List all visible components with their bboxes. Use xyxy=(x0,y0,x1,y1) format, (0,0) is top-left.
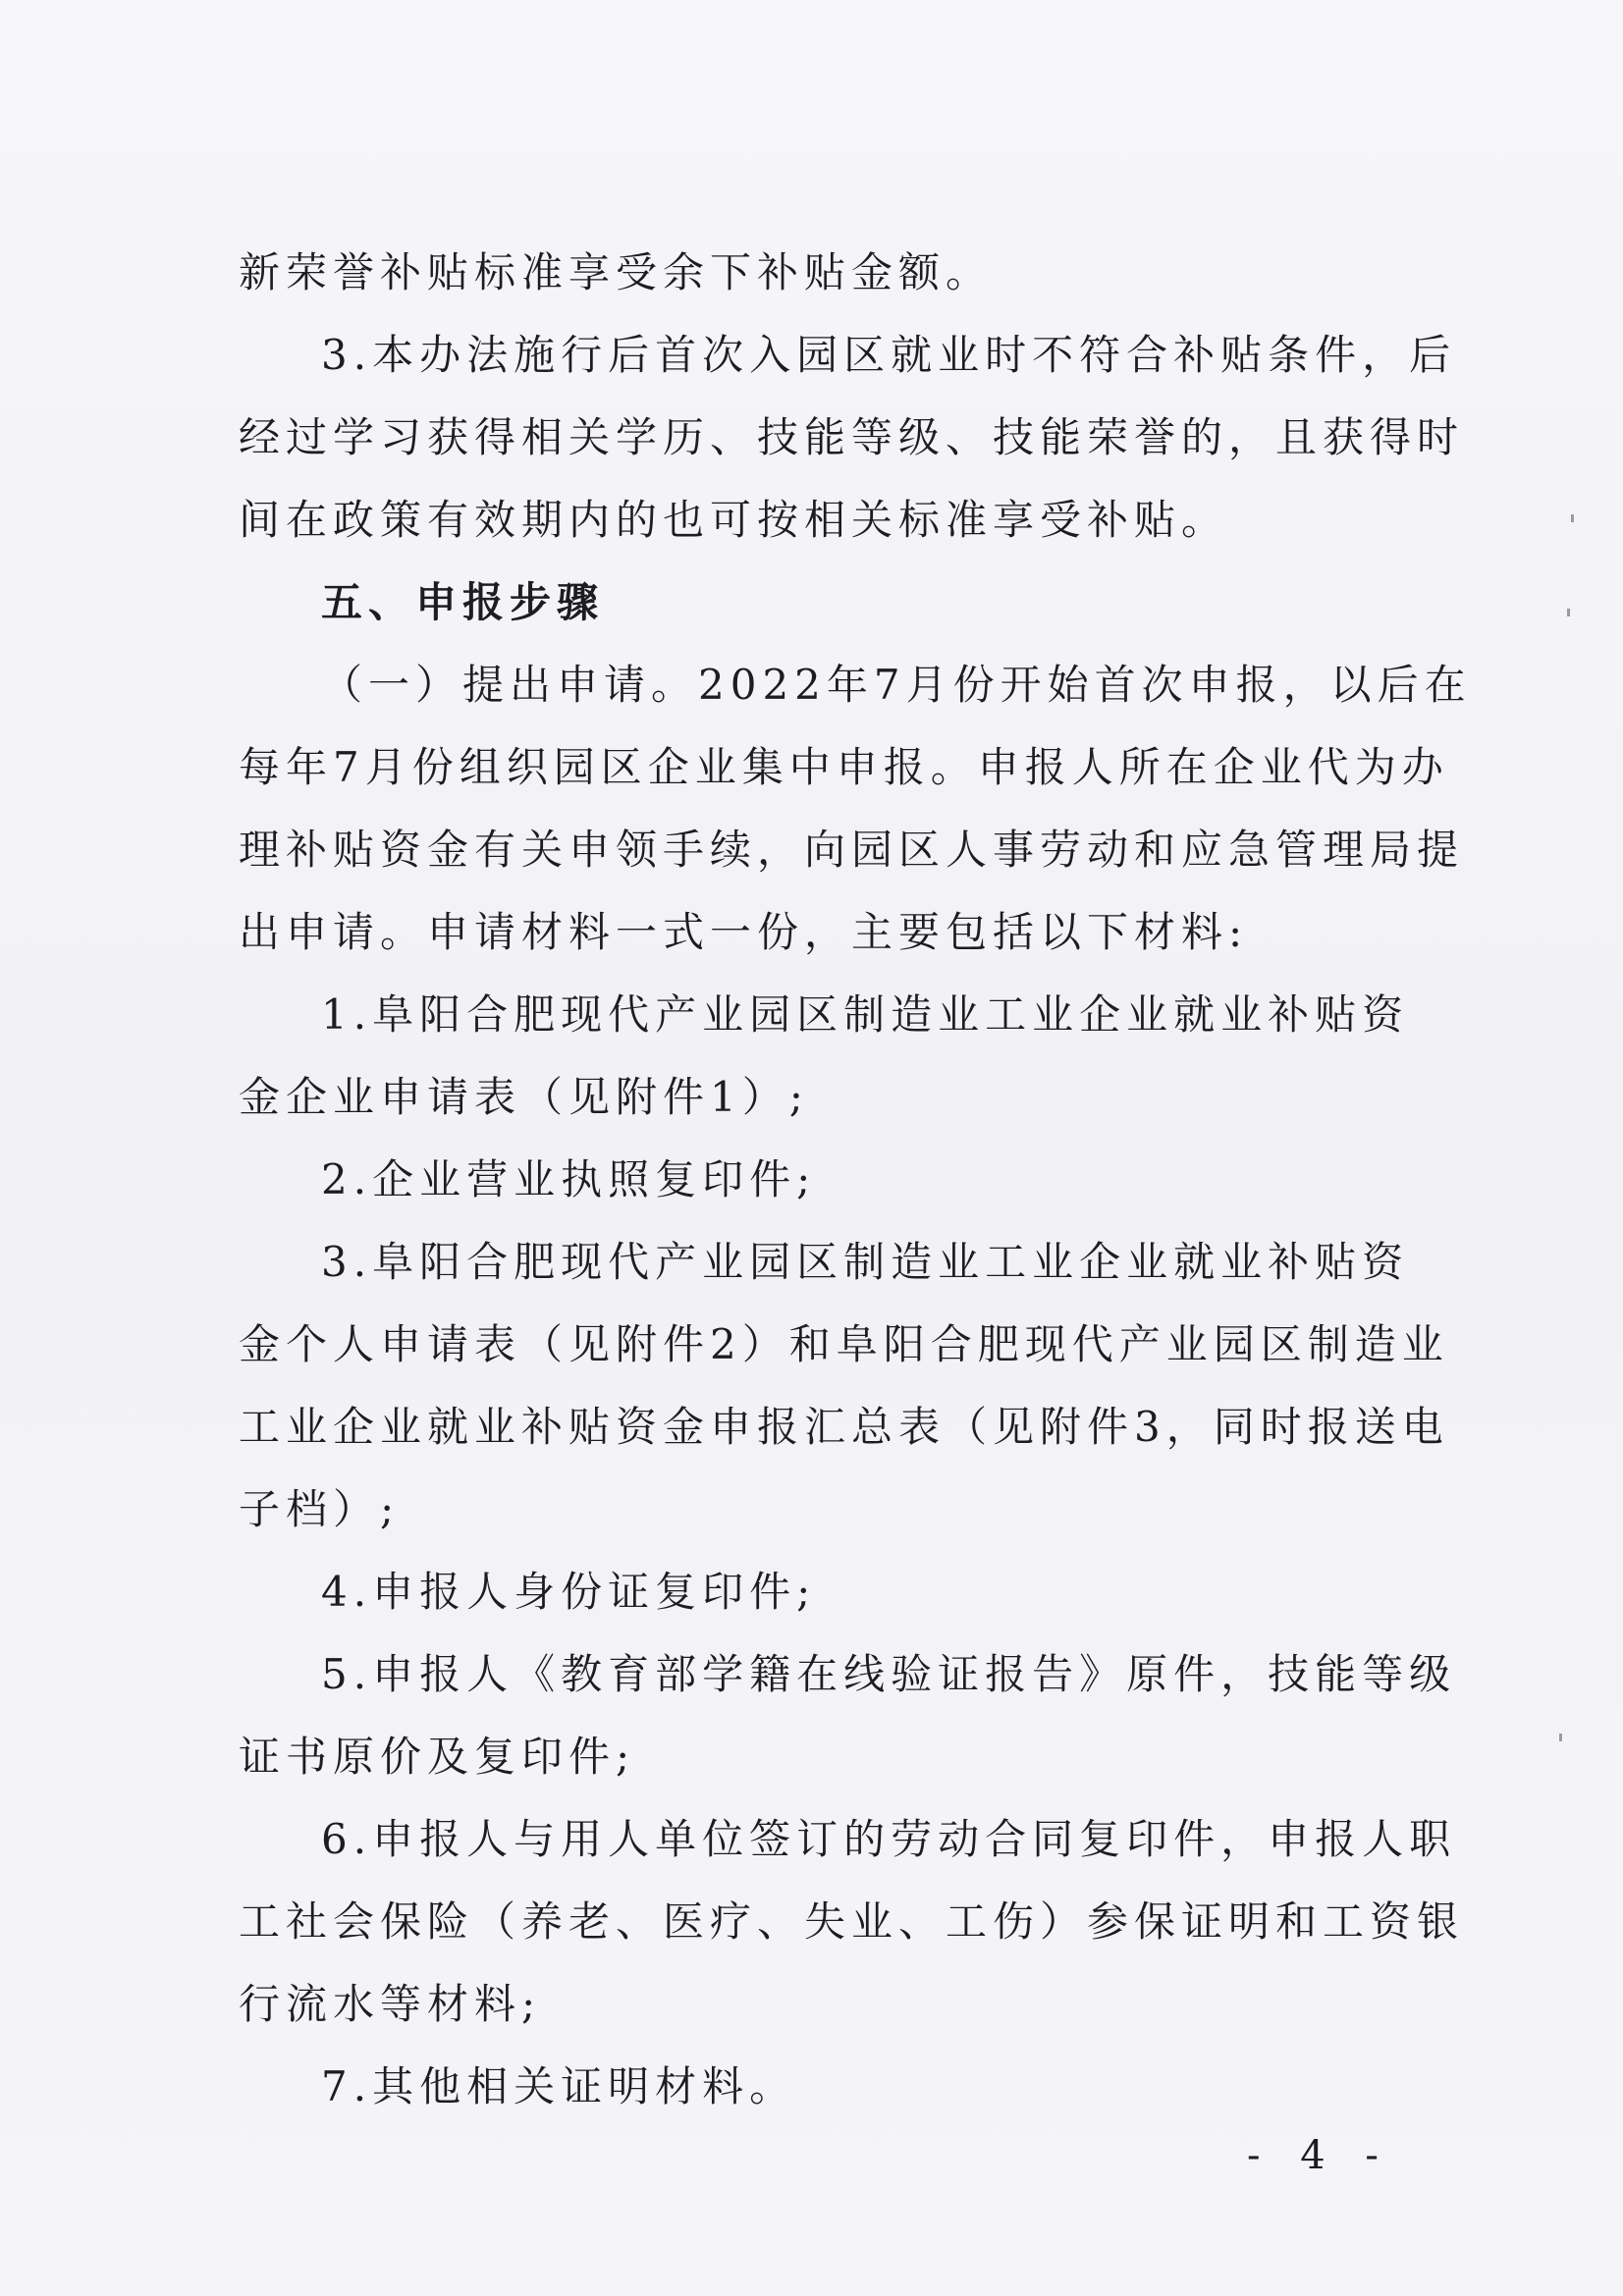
text-line: 金企业申请表（见附件1）; xyxy=(239,1073,809,1121)
text-line: 经过学习获得相关学历、技能等级、技能荣誉的，且获得时 xyxy=(239,413,1465,461)
scan-mark xyxy=(1567,609,1570,616)
text-line: 工社会保险（养老、医疗、失业、工伤）参保证明和工资银 xyxy=(239,1897,1465,1946)
text-line: 子档）; xyxy=(239,1485,401,1533)
text-line: 出申请。申请材料一式一份，主要包括以下材料: xyxy=(239,908,1249,956)
text-line: 工业企业就业补贴资金申报汇总表（见附件3，同时报送电 xyxy=(239,1403,1449,1451)
text-line: 7.其他相关证明材料。 xyxy=(321,2062,797,2110)
text-line: （一）提出申请。2022年7月份开始首次申报，以后在 xyxy=(321,661,1472,709)
text-line: 3.本办法施行后首次入园区就业时不符合补贴条件，后 xyxy=(321,331,1457,379)
text-line: 5.申报人《教育部学籍在线验证报告》原件，技能等级 xyxy=(321,1650,1457,1698)
text-line: 证书原价及复印件; xyxy=(239,1733,636,1781)
page-number: - 4 - xyxy=(1247,2133,1392,2178)
text-line: 间在政策有效期内的也可按相关标准享受补贴。 xyxy=(239,496,1229,544)
scan-mark xyxy=(1571,514,1574,522)
text-line: 行流水等材料; xyxy=(239,1980,542,2028)
text-line: 4.申报人身份证复印件; xyxy=(321,1568,817,1616)
text-line: 新荣誉补贴标准享受余下补贴金额。 xyxy=(239,248,994,296)
text-line: 每年7月份组织园区企业集中申报。申报人所在企业代为办 xyxy=(239,743,1449,791)
text-line: 6.申报人与用人单位签订的劳动合同复印件，申报人职 xyxy=(321,1815,1457,1863)
text-line: 理补贴资金有关申领手续，向园区人事劳动和应急管理局提 xyxy=(239,826,1465,874)
text-line: 2.企业营业执照复印件; xyxy=(321,1155,817,1203)
scan-mark xyxy=(1559,1734,1562,1741)
section-heading: 五、申报步骤 xyxy=(321,578,605,626)
text-line: 1.阜阳合肥现代产业园区制造业工业企业就业补贴资 xyxy=(321,990,1410,1039)
text-line: 3.阜阳合肥现代产业园区制造业工业企业就业补贴资 xyxy=(321,1238,1410,1286)
text-line: 金个人申请表（见附件2）和阜阳合肥现代产业园区制造业 xyxy=(239,1320,1449,1368)
